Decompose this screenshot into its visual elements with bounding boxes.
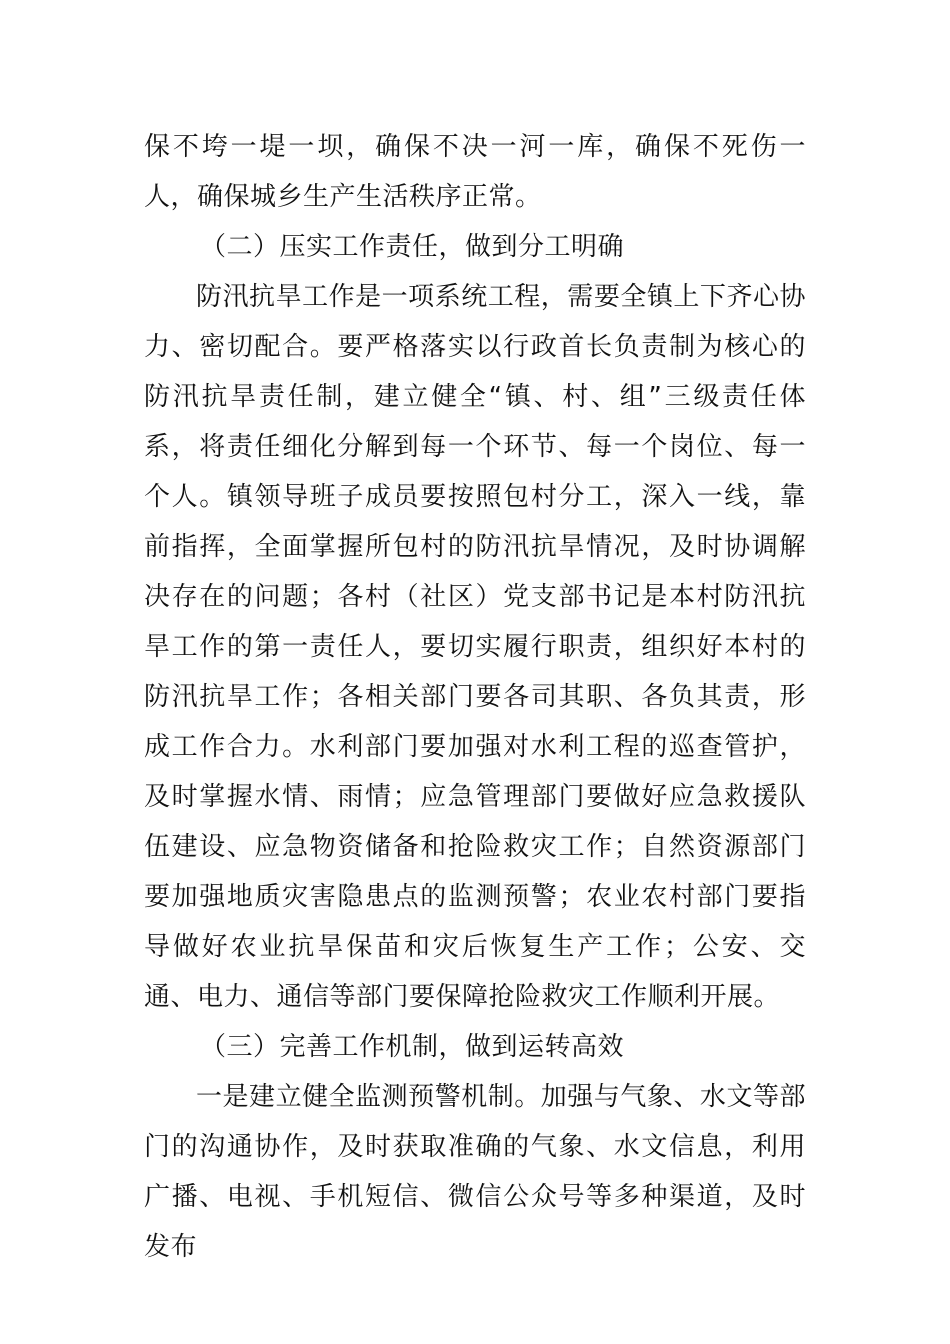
paragraph-responsibility: 防汛抗旱工作是一项系统工程，需要全镇上下齐心协力、密切配合。要严格落实以行政首长负责制为核心的防汛抗旱责任制，建立健全“镇、村、组”三级责任体系，将责任细化分解到每一个环节、每一个岗位、每一个人。镇领导班子成员要按照包村分工，深入一线，靠前指挥，全面掌握所包村的防汛抗旱情况，及时协调解决存在的问题；各村（社区）党支部书记是本村防汛抗旱工作的第一责任人，要切实履行职责，组织好本村的防汛抗旱工作；各相关部门要各司其职、各负其责，形成工作合力。水利部门要加强对水利工程的巡查管护，及时掌握水情、雨情；应急管理部门要做好应急救援队伍建设、应急物资储备和抢险救灾工作；自然资源部门要加强地质灾害隐患点的监测预警；农业农村部门要指导做好农业抗旱保苗和灾后恢复生产工作；公安、交通、电力、通信等部门要保障抢险救灾工作顺利开展。	[144, 282, 806, 1012]
document-body	[144, 122, 806, 1272]
paragraph-monitoring: 一是建立健全监测预警机制。加强与气象、水文等部门的沟通协作，及时获取准确的气象、水文信息，利用广播、电视、手机短信、微信公众号等多种渠道，及时发布	[144, 1082, 806, 1262]
section-heading-3: （三）完善工作机制，做到运转高效	[200, 1032, 625, 1062]
section-heading-2: （二）压实工作责任，做到分工明确	[200, 232, 625, 262]
paragraph-continued: 保不垮一堤一坝，确保不决一河一库，确保不死伤一人，确保城乡生产生活秩序正常。	[144, 132, 806, 212]
